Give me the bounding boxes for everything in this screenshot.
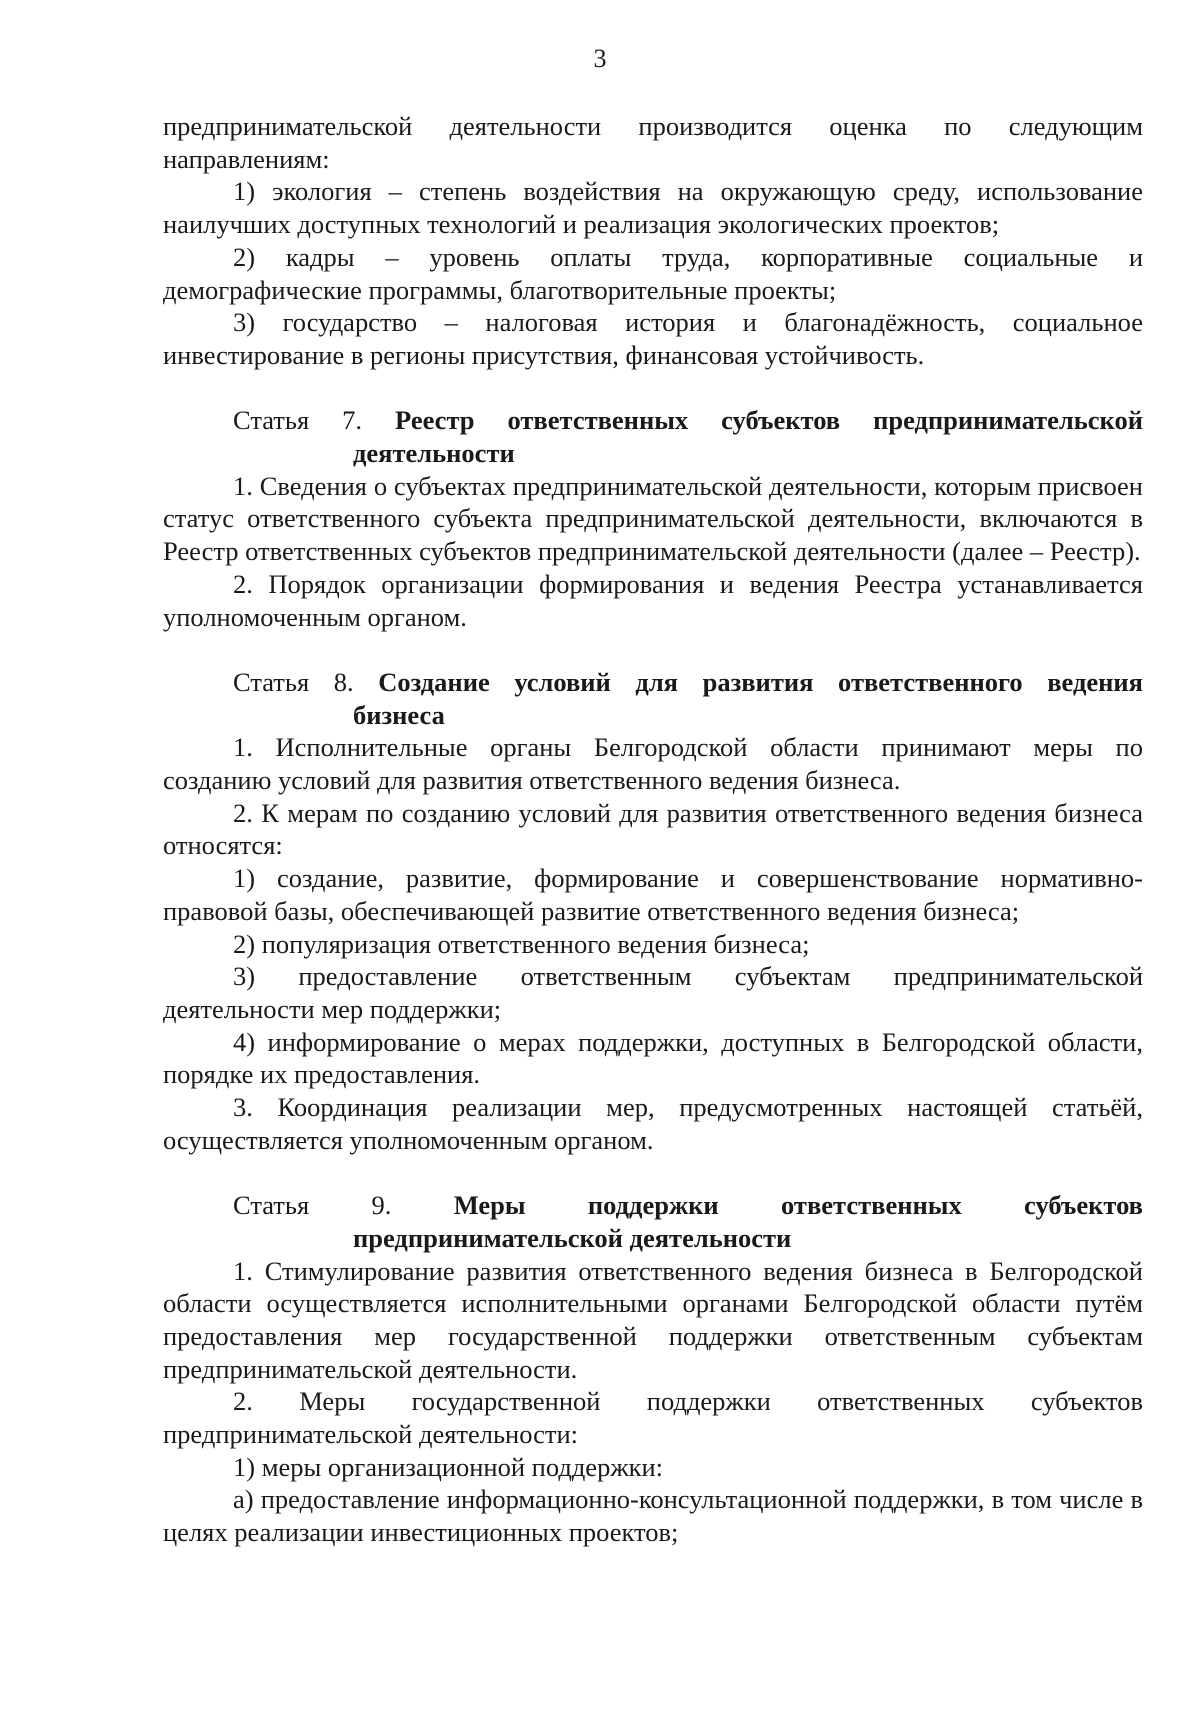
article-8-title-line1: Создание условий для развития ответственного ведения xyxy=(378,666,1143,697)
article-9-heading xyxy=(163,1189,1143,1254)
intro-item-state: 3) государство – налоговая история и благонадёжность, социальное инвестирование в регионы присутствия, финансовая устойчивость. xyxy=(163,307,1143,370)
article-8-item-2: 2) популяризация ответственного ведения бизнеса; xyxy=(233,928,810,959)
article-7-title-line1: Реестр ответственных субъектов предпринимательской xyxy=(395,405,1143,436)
article-8-title-line2: бизнеса xyxy=(353,699,445,730)
article-7-paragraph-2: 2. Порядок организации формирования и ведения Реестра устанавливается уполномоченным органом. xyxy=(163,568,1143,632)
article-8-item-3: 3) предоставление ответственным субъектам предпринимательской деятельности мер поддержки; xyxy=(163,961,1143,1024)
article-8-label: Статья 8. xyxy=(233,666,379,697)
article-8-item-4: 4) информирование о мерах поддержки, доступных в Белгородской области, порядке их предоставления. xyxy=(163,1026,1143,1090)
intro-item-personnel: 2) кадры – уровень оплаты труда, корпоративные социальные и демографические программы, благотворительные проекты; xyxy=(163,241,1143,305)
intro-item-ecology: 1) экология – степень воздействия на окружающую среду, использование наилучших доступных технологий и реализация экологических проектов; xyxy=(163,176,1143,240)
article-7-title-line2: деятельности xyxy=(353,438,515,469)
article-9-title-line2: предпринимательской деятельности xyxy=(353,1222,792,1253)
article-8-paragraph-3: 3. Координация реализации мер, предусмотренных настоящей статьёй, осуществляется уполномоченным органом. xyxy=(163,1092,1143,1155)
article-8-paragraph-1: 1. Исполнительные органы Белгородской области принимают меры по созданию условий для развития ответственного ведения бизнеса. xyxy=(163,732,1143,796)
article-9-item-1: 1) меры организационной поддержки: xyxy=(233,1451,664,1482)
article-9-label: Статья 9. xyxy=(233,1190,454,1221)
article-9-paragraph-1: 1. Стимулирование развития ответственного ведения бизнеса в Белгородской области осуществляется исполнительными органами Белгородской области путём предоставления мер государственной поддержки ответственным субъектам предпринимательской деятельности. xyxy=(163,1255,1143,1384)
article-9-paragraph-2: 2. Меры государственной поддержки ответственных субъектов предпринимательской деятельности: xyxy=(163,1386,1143,1450)
article-8-paragraph-2: 2. К мерам по созданию условий для развития ответственного ведения бизнеса относятся: xyxy=(163,797,1143,861)
article-8-heading xyxy=(163,666,1143,731)
article-7-paragraph-1: 1. Сведения о субъектах предпринимательской деятельности, которым присвоен статус ответственного субъекта предпринимательской деятельности, включаются в Реестр ответственных субъектов предпринимательской деятельности (далее – Реестр). xyxy=(163,470,1143,567)
article-8-item-1: 1) создание, развитие, формирование и совершенствование нормативно-правовой базы, обеспечивающей развитие ответственного ведения бизнеса; xyxy=(163,863,1143,926)
page-number: 3 xyxy=(593,44,607,73)
article-7-heading xyxy=(163,404,1143,469)
intro-paragraph: предпринимательской деятельности производится оценка по следующим направлениям: xyxy=(163,111,1143,174)
document-body xyxy=(163,110,1143,1549)
article-9-title-line1: Меры поддержки ответственных субъектов xyxy=(453,1190,1143,1221)
article-7-label: Статья 7. xyxy=(233,405,395,436)
article-9-item-1a: а) предоставление информационно-консультационной поддержки, в том числе в целях реализации инвестиционных проектов; xyxy=(163,1484,1143,1548)
